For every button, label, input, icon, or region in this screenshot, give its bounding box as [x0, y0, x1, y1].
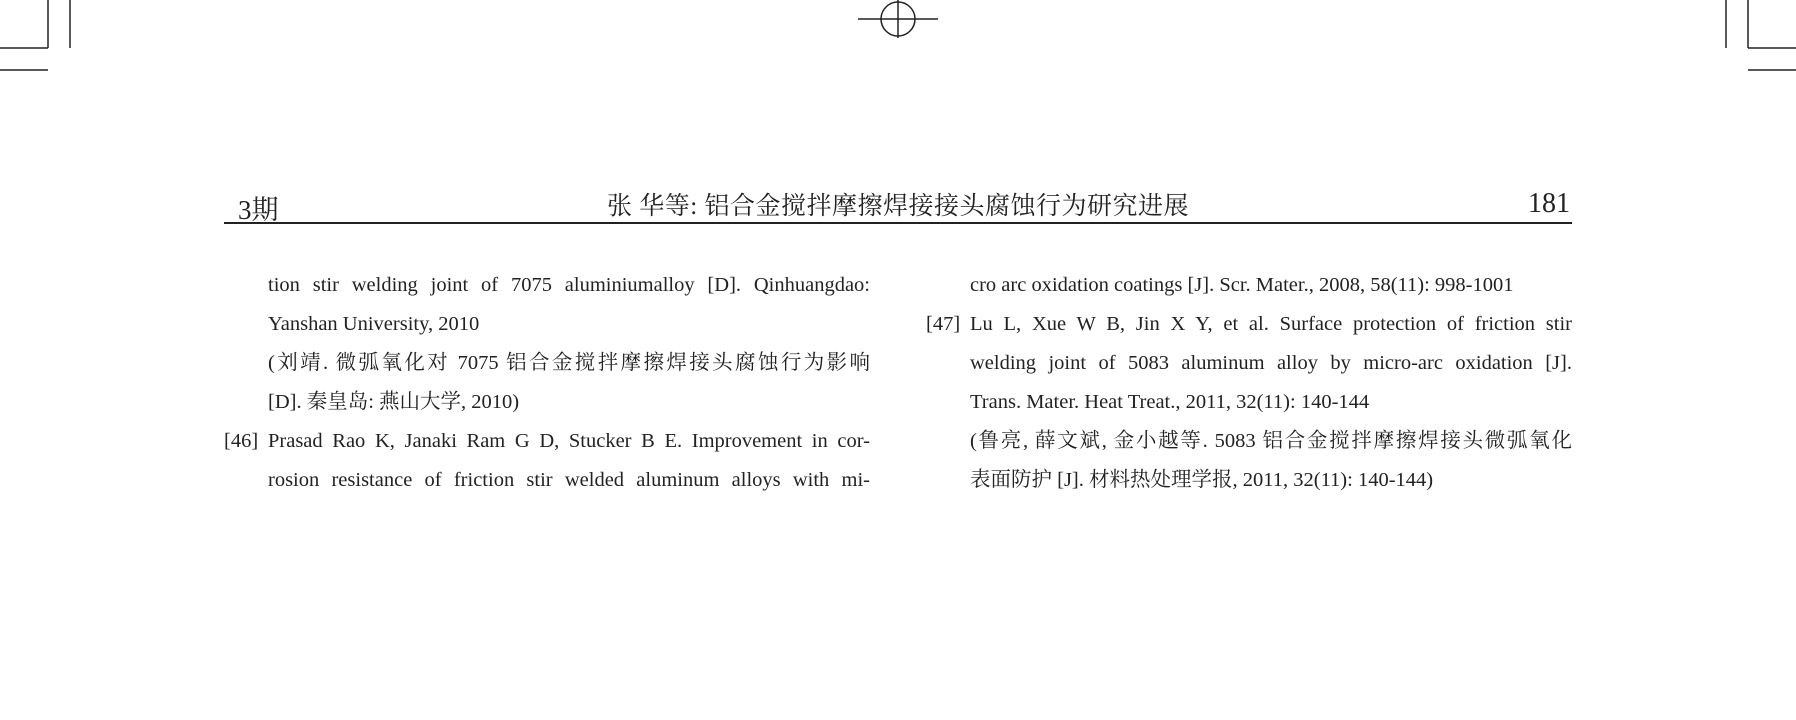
reference-number: [46] — [224, 430, 259, 452]
reference-text: Trans. Mater. Heat Treat., 2011, 32(11): 140-144 — [970, 391, 1370, 413]
reference-line — [224, 266, 870, 305]
reference-text: cro arc oxidation coatings [J]. Scr. Mater., 2008, 58(11): 998-1001 — [970, 274, 1514, 296]
reference-line — [926, 305, 1572, 344]
reference-text: (刘靖. 微弧氧化对 7075 铝合金搅拌摩擦焊接头腐蚀行为影响 — [268, 352, 870, 374]
reference-text: (鲁亮, 薛文斌, 金小越等. 5083 铝合金搅拌摩擦焊接头微弧氧化 — [970, 430, 1572, 452]
reference-text: Yanshan University, 2010 — [268, 313, 480, 335]
reference-line — [224, 305, 870, 344]
left-column-references — [224, 266, 870, 500]
reference-text: welding joint of 5083 aluminum alloy by micro-arc oxidation [J]. — [970, 352, 1572, 374]
reference-text: rosion resistance of friction stir welded aluminum alloys with mi- — [268, 469, 870, 491]
reference-line — [926, 344, 1572, 383]
reference-text: tion stir welding joint of 7075 aluminiumalloy [D]. Qinhuangdao: — [268, 274, 870, 296]
issue-number: 3期 — [238, 195, 279, 225]
reference-text: 表面防护 [J]. 材料热处理学报, 2011, 32(11): 140-144) — [970, 469, 1434, 491]
reference-line — [224, 344, 870, 383]
running-header — [224, 186, 1572, 224]
reference-line — [224, 383, 870, 422]
right-column-references — [926, 266, 1572, 500]
reference-number: [47] — [926, 313, 961, 335]
reference-line — [224, 422, 870, 461]
reference-line — [224, 461, 870, 500]
reference-text: Lu L, Xue W B, Jin X Y, et al. Surface protection of friction stir — [970, 313, 1572, 335]
reference-line — [926, 266, 1572, 305]
reference-line — [926, 422, 1572, 461]
reference-line — [926, 461, 1572, 500]
page-number: 181 — [1528, 188, 1570, 219]
running-title: 张 华等: 铝合金搅拌摩擦焊接接头腐蚀行为研究进展 — [607, 193, 1189, 220]
reference-text: Prasad Rao K, Janaki Ram G D, Stucker B E. Improvement in cor- — [268, 430, 870, 452]
reference-line — [926, 383, 1572, 422]
reference-text: [D]. 秦皇岛: 燕山大学, 2010) — [268, 391, 520, 413]
